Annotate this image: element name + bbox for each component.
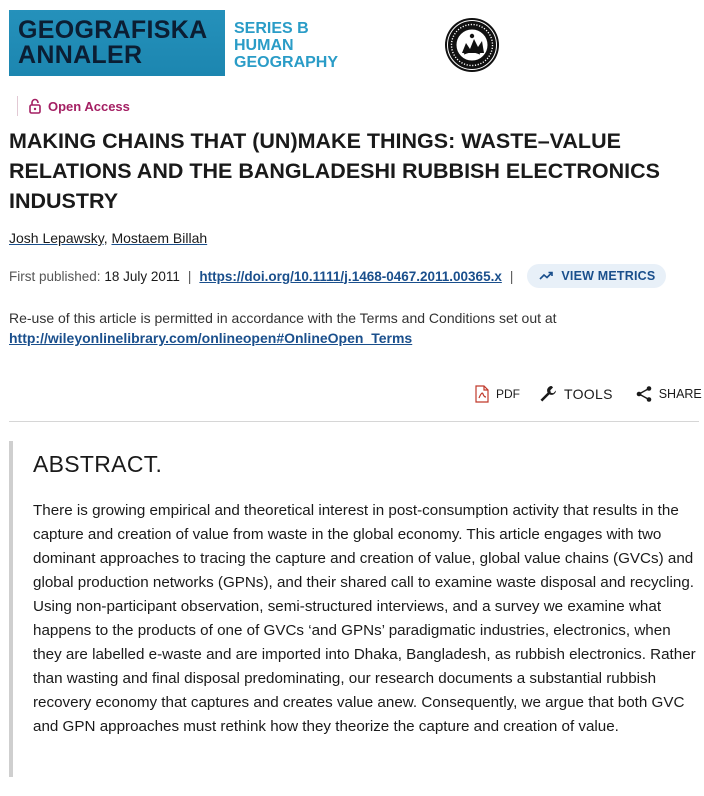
share-button[interactable] (635, 385, 702, 403)
share-icon (635, 385, 653, 403)
journal-name-line1: GEOGRAFISKA (18, 16, 208, 44)
published-label: First published: (9, 268, 101, 284)
terms-link[interactable]: http://wileyonlinelibrary.com/onlineopen#OnlineOpen_Terms (9, 330, 413, 346)
abstract-heading: ABSTRACT. (33, 451, 163, 477)
published-date: 18 July 2011 (104, 268, 180, 284)
share-label: SHARE (658, 387, 702, 401)
tools-button[interactable] (538, 384, 613, 404)
journal-name-line2: ANNALER (18, 41, 143, 69)
abstract-section (9, 441, 704, 777)
separator: | (509, 268, 514, 284)
tools-label: TOOLS (564, 386, 613, 402)
series-line1: SERIES B (234, 20, 309, 37)
journal-logo[interactable] (9, 10, 225, 76)
separator: | (187, 268, 192, 284)
open-access-label: Open Access (48, 98, 130, 114)
pdf-label: PDF (496, 387, 520, 401)
series-line3: GEOGRAPHY (234, 54, 339, 71)
journal-header[interactable] (9, 10, 338, 76)
view-metrics-label: VIEW METRICS (561, 269, 656, 283)
author-link-2[interactable]: Mostaem Billah (111, 230, 208, 246)
author-separator: , (103, 230, 108, 246)
series-line2: HUMAN (234, 37, 294, 54)
reuse-text: Re-use of this article is permitted in accordance with the Terms and Conditions set out at (9, 310, 557, 326)
pdf-icon (474, 385, 490, 403)
abstract-body: There is growing empirical and theoretical interest in post-consumption activity that results in the capture and creation of value from waste in the global economy. This article engages with two dominant approaches to tracing the capture and creation of value, global value chains (GVCs) and global production networks (GPNs), and their shared call to examine waste disposal and recycling. Using non-participant observation, semi-structured interviews, and a survey we examine what happens to the products of one of GVCs ‘and GPNs’ paradigmatic industries, electronics, when they are labelled e-waste and are imported into Dhaka, Bangladesh, as rubbish electronics. Rather than wasting and final disposal predominating, our research documents a substantial rubbish recovery economy that captures and creates value anew. Consequently, we argue that both GVC and GPN approaches must rethink how they theorize the capture and creation of value. (33, 502, 696, 735)
reuse-notice (9, 308, 669, 348)
trending-up-icon (539, 271, 553, 281)
open-access-badge[interactable] (17, 96, 130, 116)
article-toolbar (474, 383, 702, 405)
divider (9, 421, 699, 422)
society-seal-icon (444, 17, 500, 73)
view-metrics-button[interactable] (527, 264, 666, 288)
author-link-1[interactable]: Josh Lepawsky (9, 230, 104, 246)
lock-icon (28, 98, 42, 114)
author-list (9, 230, 207, 246)
publication-info (9, 264, 666, 288)
pdf-button[interactable] (474, 385, 520, 403)
doi-link[interactable]: https://doi.org/10.1111/j.1468-0467.2011.00365.x (199, 268, 502, 284)
article-title: MAKING CHAINS THAT (UN)MAKE THINGS: WASTE–VALUE RELATIONS AND THE BANGLADESHI RUBBISH ELECTRONICS INDUSTRY (9, 129, 660, 213)
journal-series (234, 10, 338, 71)
wrench-icon (538, 384, 558, 404)
